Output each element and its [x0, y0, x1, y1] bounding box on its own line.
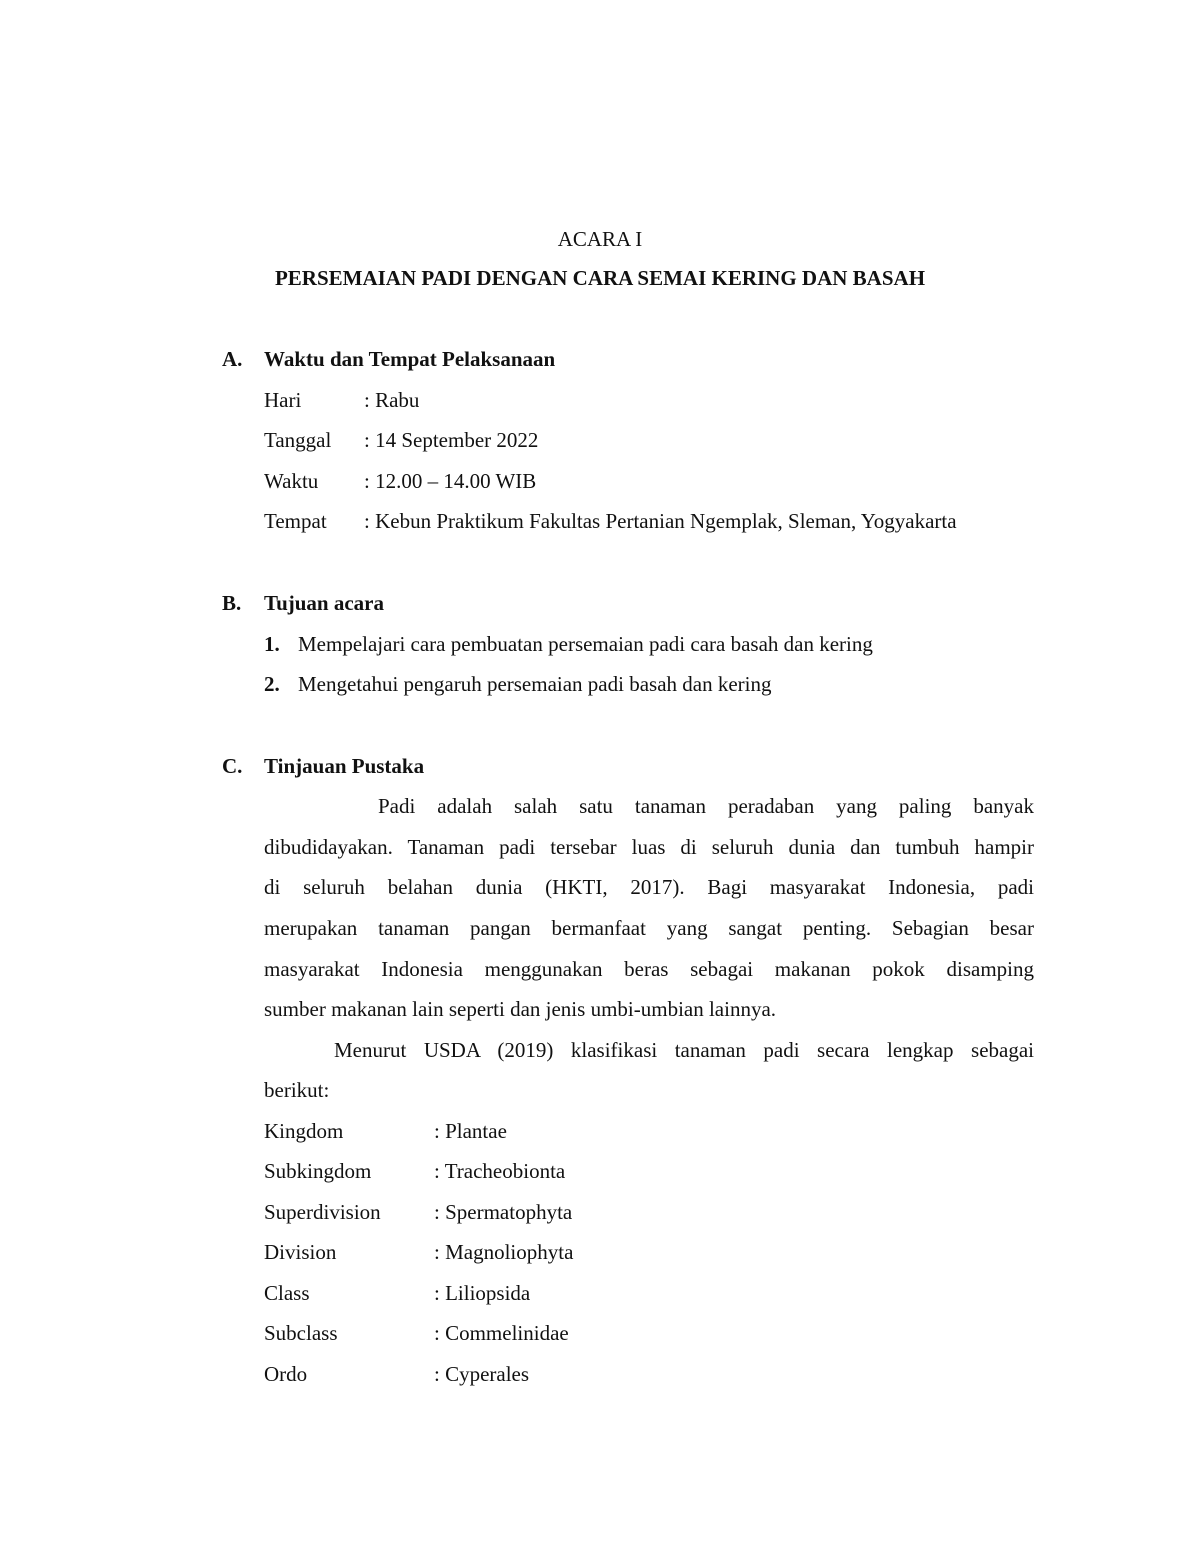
info-label-tempat: Tempat	[264, 509, 327, 533]
paragraph-line: dibudidayakan. Tanaman padi tersebar luas di seluruh dunia dan tumbuh hampir	[264, 835, 1034, 859]
taxonomy-value: : Liliopsida	[434, 1281, 531, 1305]
info-value-tempat: : Kebun Praktikum Fakultas Pertanian Ngemplak, Sleman, Yogyakarta	[364, 509, 957, 533]
page-title: ACARA I	[557, 227, 643, 251]
info-value-hari: : Rabu	[364, 388, 420, 412]
paragraph-line: masyarakat Indonesia menggunakan beras sebagai makanan pokok disamping	[264, 957, 1034, 981]
list-item-number: 2.	[264, 672, 280, 696]
taxonomy-rank: Division	[264, 1240, 337, 1264]
taxonomy-rank: Class	[264, 1281, 310, 1305]
info-value-waktu: : 12.00 – 14.00 WIB	[364, 469, 537, 493]
taxonomy-rank: Subkingdom	[264, 1159, 372, 1183]
paragraph-line: di seluruh belahan dunia (HKTI, 2017). Bagi masyarakat Indonesia, padi	[264, 875, 1034, 899]
taxonomy-rank: Kingdom	[264, 1119, 344, 1143]
taxonomy-value: : Cyperales	[434, 1362, 530, 1386]
section-b-heading: Tujuan acara	[264, 591, 385, 615]
list-item-text: Mengetahui pengaruh persemaian padi basah dan kering	[298, 672, 772, 696]
taxonomy-rank: Subclass	[264, 1321, 338, 1345]
section-a-letter: A.	[222, 347, 243, 371]
paragraph-line: Padi adalah salah satu tanaman peradaban yang paling banyak	[378, 794, 1034, 818]
info-value-tanggal: : 14 September 2022	[364, 428, 539, 452]
info-label-tanggal: Tanggal	[264, 428, 332, 452]
section-a-heading: Waktu dan Tempat Pelaksanaan	[264, 347, 556, 371]
paragraph-line: Menurut USDA (2019) klasifikasi tanaman padi secara lengkap sebagai	[334, 1038, 1034, 1062]
taxonomy-rank: Superdivision	[264, 1200, 381, 1224]
list-item-number: 1.	[264, 632, 280, 656]
paragraph-line: merupakan tanaman pangan bermanfaat yang sangat penting. Sebagian besar	[264, 916, 1034, 940]
taxonomy-value: : Tracheobionta	[434, 1159, 566, 1183]
taxonomy-value: : Plantae	[434, 1119, 507, 1143]
paragraph-line: berikut:	[264, 1078, 330, 1102]
list-item-text: Mempelajari cara pembuatan persemaian padi cara basah dan kering	[298, 632, 873, 656]
info-label-hari: Hari	[264, 388, 302, 412]
paragraph-line: sumber makanan lain seperti dan jenis umbi-umbian lainnya.	[264, 997, 777, 1021]
taxonomy-value: : Spermatophyta	[434, 1200, 573, 1224]
section-b-letter: B.	[222, 591, 242, 615]
taxonomy-value: : Commelinidae	[434, 1321, 569, 1345]
taxonomy-value: : Magnoliophyta	[434, 1240, 574, 1264]
section-c-letter: C.	[222, 754, 243, 778]
section-c-heading: Tinjauan Pustaka	[264, 754, 425, 778]
info-label-waktu: Waktu	[264, 469, 319, 493]
page-subtitle: PERSEMAIAN PADI DENGAN CARA SEMAI KERING DAN BASAH	[274, 266, 926, 290]
taxonomy-rank: Ordo	[264, 1362, 308, 1386]
